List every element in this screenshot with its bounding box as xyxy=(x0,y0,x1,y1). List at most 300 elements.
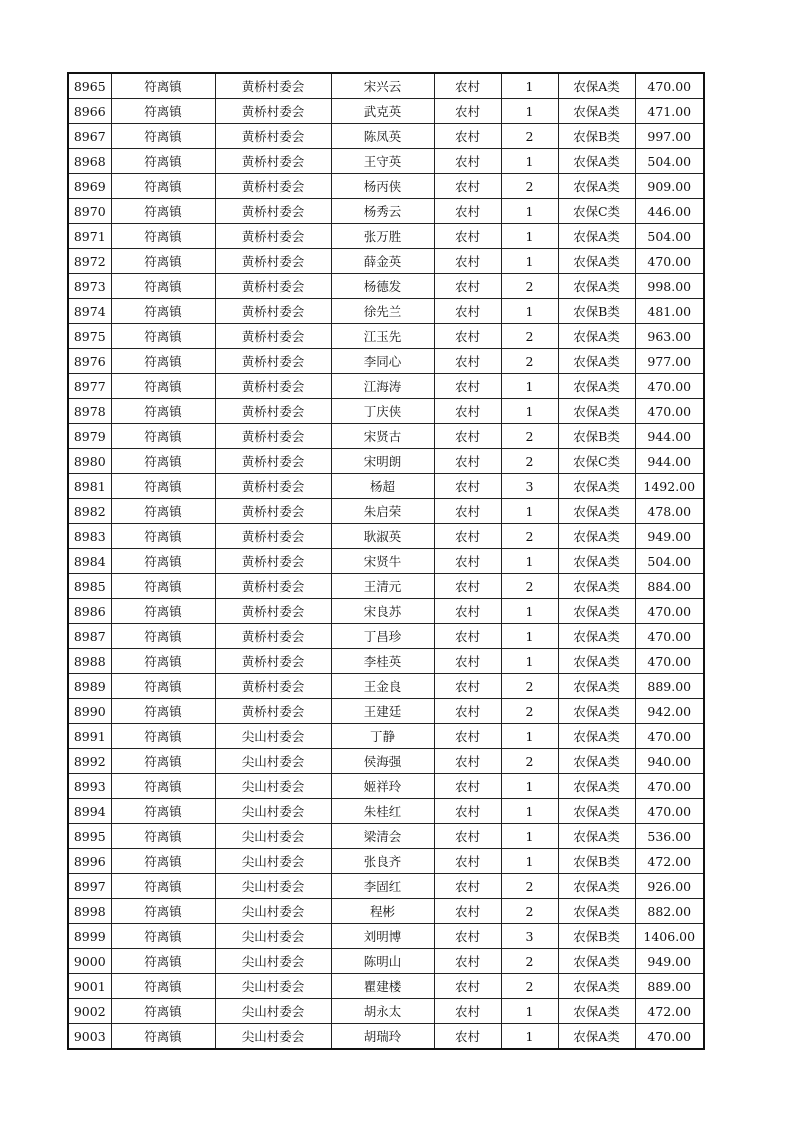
row-id-cell: 8988 xyxy=(68,649,111,674)
village-cell: 黄桥村委会 xyxy=(215,174,331,199)
person-name-cell: 李固红 xyxy=(331,874,434,899)
table-row xyxy=(68,799,704,824)
row-id-cell: 8965 xyxy=(68,73,111,99)
household-type-cell: 农村 xyxy=(434,824,501,849)
insurance-category-cell: 农保A类 xyxy=(558,73,635,99)
insurance-category-cell: 农保A类 xyxy=(558,799,635,824)
town-cell: 符离镇 xyxy=(111,499,215,524)
member-count-cell: 3 xyxy=(501,474,558,499)
village-cell: 黄桥村委会 xyxy=(215,249,331,274)
village-cell: 尖山村委会 xyxy=(215,849,331,874)
town-cell: 符离镇 xyxy=(111,449,215,474)
town-cell: 符离镇 xyxy=(111,849,215,874)
village-cell: 尖山村委会 xyxy=(215,924,331,949)
household-type-cell: 农村 xyxy=(434,999,501,1024)
row-id-cell: 8984 xyxy=(68,549,111,574)
person-name-cell: 朱桂红 xyxy=(331,799,434,824)
row-id-cell: 8986 xyxy=(68,599,111,624)
row-id-cell: 8990 xyxy=(68,699,111,724)
town-cell: 符离镇 xyxy=(111,899,215,924)
insurance-category-cell: 农保A类 xyxy=(558,624,635,649)
member-count-cell: 2 xyxy=(501,699,558,724)
row-id-cell: 8981 xyxy=(68,474,111,499)
person-name-cell: 薛金英 xyxy=(331,249,434,274)
table-row xyxy=(68,499,704,524)
insurance-category-cell: 农保A类 xyxy=(558,574,635,599)
amount-cell: 504.00 xyxy=(635,549,704,574)
insurance-category-cell: 农保C类 xyxy=(558,199,635,224)
amount-cell: 470.00 xyxy=(635,724,704,749)
town-cell: 符离镇 xyxy=(111,574,215,599)
town-cell: 符离镇 xyxy=(111,974,215,999)
amount-cell: 472.00 xyxy=(635,999,704,1024)
member-count-cell: 1 xyxy=(501,649,558,674)
row-id-cell: 8993 xyxy=(68,774,111,799)
household-type-cell: 农村 xyxy=(434,974,501,999)
town-cell: 符离镇 xyxy=(111,999,215,1024)
table-row xyxy=(68,999,704,1024)
household-type-cell: 农村 xyxy=(434,349,501,374)
person-name-cell: 宋明朗 xyxy=(331,449,434,474)
table-row xyxy=(68,274,704,299)
village-cell: 黄桥村委会 xyxy=(215,699,331,724)
table-row xyxy=(68,324,704,349)
household-type-cell: 农村 xyxy=(434,1024,501,1050)
village-cell: 黄桥村委会 xyxy=(215,324,331,349)
household-type-cell: 农村 xyxy=(434,199,501,224)
member-count-cell: 1 xyxy=(501,73,558,99)
village-cell: 黄桥村委会 xyxy=(215,124,331,149)
person-name-cell: 丁静 xyxy=(331,724,434,749)
household-type-cell: 农村 xyxy=(434,174,501,199)
household-type-cell: 农村 xyxy=(434,849,501,874)
member-count-cell: 1 xyxy=(501,499,558,524)
row-id-cell: 8979 xyxy=(68,424,111,449)
table-row xyxy=(68,149,704,174)
town-cell: 符离镇 xyxy=(111,824,215,849)
person-name-cell: 梁清会 xyxy=(331,824,434,849)
amount-cell: 926.00 xyxy=(635,874,704,899)
table-row xyxy=(68,124,704,149)
row-id-cell: 8966 xyxy=(68,99,111,124)
table-row xyxy=(68,224,704,249)
insurance-category-cell: 农保A类 xyxy=(558,549,635,574)
amount-cell: 470.00 xyxy=(635,774,704,799)
town-cell: 符离镇 xyxy=(111,624,215,649)
town-cell: 符离镇 xyxy=(111,124,215,149)
person-name-cell: 丁庆侠 xyxy=(331,399,434,424)
member-count-cell: 2 xyxy=(501,749,558,774)
person-name-cell: 武克英 xyxy=(331,99,434,124)
table-row xyxy=(68,899,704,924)
member-count-cell: 1 xyxy=(501,374,558,399)
person-name-cell: 瞿建楼 xyxy=(331,974,434,999)
village-cell: 黄桥村委会 xyxy=(215,299,331,324)
insurance-category-cell: 农保A类 xyxy=(558,824,635,849)
insurance-category-cell: 农保A类 xyxy=(558,649,635,674)
household-type-cell: 农村 xyxy=(434,124,501,149)
table-row xyxy=(68,974,704,999)
town-cell: 符离镇 xyxy=(111,73,215,99)
member-count-cell: 1 xyxy=(501,724,558,749)
household-type-cell: 农村 xyxy=(434,949,501,974)
amount-cell: 446.00 xyxy=(635,199,704,224)
person-name-cell: 张良齐 xyxy=(331,849,434,874)
row-id-cell: 8985 xyxy=(68,574,111,599)
insurance-category-cell: 农保A类 xyxy=(558,599,635,624)
town-cell: 符离镇 xyxy=(111,524,215,549)
village-cell: 黄桥村委会 xyxy=(215,149,331,174)
insurance-category-cell: 农保A类 xyxy=(558,524,635,549)
person-name-cell: 宋贤古 xyxy=(331,424,434,449)
member-count-cell: 1 xyxy=(501,549,558,574)
town-cell: 符离镇 xyxy=(111,599,215,624)
table-row xyxy=(68,599,704,624)
row-id-cell: 8992 xyxy=(68,749,111,774)
household-type-cell: 农村 xyxy=(434,599,501,624)
row-id-cell: 8994 xyxy=(68,799,111,824)
table-row xyxy=(68,824,704,849)
amount-cell: 504.00 xyxy=(635,224,704,249)
household-type-cell: 农村 xyxy=(434,499,501,524)
row-id-cell: 8996 xyxy=(68,849,111,874)
person-name-cell: 刘明博 xyxy=(331,924,434,949)
table-row xyxy=(68,424,704,449)
town-cell: 符离镇 xyxy=(111,399,215,424)
person-name-cell: 陈明山 xyxy=(331,949,434,974)
town-cell: 符离镇 xyxy=(111,649,215,674)
insurance-category-cell: 农保A类 xyxy=(558,499,635,524)
row-id-cell: 9001 xyxy=(68,974,111,999)
member-count-cell: 2 xyxy=(501,274,558,299)
person-name-cell: 王建廷 xyxy=(331,699,434,724)
village-cell: 黄桥村委会 xyxy=(215,349,331,374)
amount-cell: 470.00 xyxy=(635,249,704,274)
insurance-category-cell: 农保B类 xyxy=(558,299,635,324)
household-type-cell: 农村 xyxy=(434,449,501,474)
insurance-category-cell: 农保B类 xyxy=(558,424,635,449)
town-cell: 符离镇 xyxy=(111,774,215,799)
amount-cell: 470.00 xyxy=(635,399,704,424)
insurance-category-cell: 农保A类 xyxy=(558,974,635,999)
amount-cell: 470.00 xyxy=(635,1024,704,1050)
town-cell: 符离镇 xyxy=(111,874,215,899)
row-id-cell: 8978 xyxy=(68,399,111,424)
person-name-cell: 李同心 xyxy=(331,349,434,374)
member-count-cell: 1 xyxy=(501,774,558,799)
insurance-category-cell: 农保A类 xyxy=(558,249,635,274)
person-name-cell: 宋贤牛 xyxy=(331,549,434,574)
household-type-cell: 农村 xyxy=(434,424,501,449)
amount-cell: 472.00 xyxy=(635,849,704,874)
insurance-category-cell: 农保A类 xyxy=(558,674,635,699)
town-cell: 符离镇 xyxy=(111,799,215,824)
table-row xyxy=(68,299,704,324)
table-row xyxy=(68,849,704,874)
person-name-cell: 陈凤英 xyxy=(331,124,434,149)
member-count-cell: 1 xyxy=(501,149,558,174)
member-count-cell: 2 xyxy=(501,874,558,899)
household-type-cell: 农村 xyxy=(434,399,501,424)
table-row xyxy=(68,624,704,649)
table-row xyxy=(68,574,704,599)
town-cell: 符离镇 xyxy=(111,299,215,324)
row-id-cell: 8970 xyxy=(68,199,111,224)
town-cell: 符离镇 xyxy=(111,1024,215,1050)
person-name-cell: 江海涛 xyxy=(331,374,434,399)
person-name-cell: 姬祥玲 xyxy=(331,774,434,799)
village-cell: 黄桥村委会 xyxy=(215,73,331,99)
row-id-cell: 8995 xyxy=(68,824,111,849)
village-cell: 黄桥村委会 xyxy=(215,424,331,449)
row-id-cell: 8968 xyxy=(68,149,111,174)
table-row xyxy=(68,349,704,374)
amount-cell: 504.00 xyxy=(635,149,704,174)
table-row xyxy=(68,449,704,474)
household-type-cell: 农村 xyxy=(434,749,501,774)
insurance-category-cell: 农保A类 xyxy=(558,324,635,349)
town-cell: 符离镇 xyxy=(111,249,215,274)
member-count-cell: 1 xyxy=(501,849,558,874)
town-cell: 符离镇 xyxy=(111,924,215,949)
village-cell: 尖山村委会 xyxy=(215,774,331,799)
household-type-cell: 农村 xyxy=(434,99,501,124)
town-cell: 符离镇 xyxy=(111,324,215,349)
amount-cell: 889.00 xyxy=(635,974,704,999)
person-name-cell: 杨丙侠 xyxy=(331,174,434,199)
table-body xyxy=(68,73,704,1049)
village-cell: 黄桥村委会 xyxy=(215,274,331,299)
village-cell: 尖山村委会 xyxy=(215,999,331,1024)
village-cell: 尖山村委会 xyxy=(215,799,331,824)
insurance-category-cell: 农保A类 xyxy=(558,949,635,974)
row-id-cell: 8991 xyxy=(68,724,111,749)
amount-cell: 1492.00 xyxy=(635,474,704,499)
amount-cell: 963.00 xyxy=(635,324,704,349)
insurance-category-cell: 农保B类 xyxy=(558,849,635,874)
insurance-category-cell: 农保A类 xyxy=(558,174,635,199)
insurance-category-cell: 农保C类 xyxy=(558,449,635,474)
household-type-cell: 农村 xyxy=(434,799,501,824)
row-id-cell: 8987 xyxy=(68,624,111,649)
town-cell: 符离镇 xyxy=(111,674,215,699)
member-count-cell: 1 xyxy=(501,224,558,249)
insurance-category-cell: 农保A类 xyxy=(558,724,635,749)
amount-cell: 942.00 xyxy=(635,699,704,724)
row-id-cell: 8983 xyxy=(68,524,111,549)
amount-cell: 949.00 xyxy=(635,949,704,974)
village-cell: 黄桥村委会 xyxy=(215,524,331,549)
household-type-cell: 农村 xyxy=(434,524,501,549)
person-name-cell: 徐先兰 xyxy=(331,299,434,324)
row-id-cell: 8971 xyxy=(68,224,111,249)
insurance-category-cell: 农保A类 xyxy=(558,999,635,1024)
amount-cell: 949.00 xyxy=(635,524,704,549)
village-cell: 黄桥村委会 xyxy=(215,499,331,524)
amount-cell: 909.00 xyxy=(635,174,704,199)
person-name-cell: 侯海强 xyxy=(331,749,434,774)
person-name-cell: 胡永太 xyxy=(331,999,434,1024)
member-count-cell: 1 xyxy=(501,999,558,1024)
person-name-cell: 胡瑞玲 xyxy=(331,1024,434,1050)
row-id-cell: 9000 xyxy=(68,949,111,974)
insurance-category-cell: 农保A类 xyxy=(558,774,635,799)
member-count-cell: 2 xyxy=(501,899,558,924)
town-cell: 符离镇 xyxy=(111,374,215,399)
table-row xyxy=(68,874,704,899)
village-cell: 黄桥村委会 xyxy=(215,374,331,399)
row-id-cell: 8998 xyxy=(68,899,111,924)
table-row xyxy=(68,724,704,749)
household-type-cell: 农村 xyxy=(434,249,501,274)
amount-cell: 884.00 xyxy=(635,574,704,599)
member-count-cell: 2 xyxy=(501,524,558,549)
table-row xyxy=(68,524,704,549)
insurance-category-cell: 农保A类 xyxy=(558,1024,635,1050)
insurance-category-cell: 农保A类 xyxy=(558,99,635,124)
amount-cell: 940.00 xyxy=(635,749,704,774)
table-row xyxy=(68,249,704,274)
town-cell: 符离镇 xyxy=(111,199,215,224)
insurance-category-cell: 农保A类 xyxy=(558,374,635,399)
village-cell: 黄桥村委会 xyxy=(215,649,331,674)
allowance-table xyxy=(67,72,705,1050)
person-name-cell: 杨秀云 xyxy=(331,199,434,224)
town-cell: 符离镇 xyxy=(111,174,215,199)
amount-cell: 470.00 xyxy=(635,374,704,399)
household-type-cell: 农村 xyxy=(434,73,501,99)
member-count-cell: 2 xyxy=(501,974,558,999)
insurance-category-cell: 农保A类 xyxy=(558,149,635,174)
amount-cell: 470.00 xyxy=(635,649,704,674)
amount-cell: 997.00 xyxy=(635,124,704,149)
village-cell: 黄桥村委会 xyxy=(215,674,331,699)
member-count-cell: 1 xyxy=(501,799,558,824)
member-count-cell: 2 xyxy=(501,674,558,699)
row-id-cell: 8980 xyxy=(68,449,111,474)
household-type-cell: 农村 xyxy=(434,149,501,174)
member-count-cell: 2 xyxy=(501,449,558,474)
village-cell: 尖山村委会 xyxy=(215,824,331,849)
household-type-cell: 农村 xyxy=(434,774,501,799)
insurance-category-cell: 农保A类 xyxy=(558,474,635,499)
village-cell: 尖山村委会 xyxy=(215,874,331,899)
member-count-cell: 3 xyxy=(501,924,558,949)
insurance-category-cell: 农保A类 xyxy=(558,749,635,774)
row-id-cell: 8999 xyxy=(68,924,111,949)
member-count-cell: 1 xyxy=(501,299,558,324)
member-count-cell: 1 xyxy=(501,824,558,849)
amount-cell: 470.00 xyxy=(635,799,704,824)
insurance-category-cell: 农保A类 xyxy=(558,274,635,299)
person-name-cell: 王清元 xyxy=(331,574,434,599)
amount-cell: 889.00 xyxy=(635,674,704,699)
household-type-cell: 农村 xyxy=(434,474,501,499)
household-type-cell: 农村 xyxy=(434,899,501,924)
insurance-category-cell: 农保A类 xyxy=(558,874,635,899)
village-cell: 黄桥村委会 xyxy=(215,574,331,599)
member-count-cell: 2 xyxy=(501,424,558,449)
amount-cell: 471.00 xyxy=(635,99,704,124)
person-name-cell: 宋良苏 xyxy=(331,599,434,624)
household-type-cell: 农村 xyxy=(434,724,501,749)
village-cell: 黄桥村委会 xyxy=(215,399,331,424)
household-type-cell: 农村 xyxy=(434,324,501,349)
village-cell: 黄桥村委会 xyxy=(215,224,331,249)
member-count-cell: 2 xyxy=(501,174,558,199)
insurance-category-cell: 农保B类 xyxy=(558,924,635,949)
row-id-cell: 8972 xyxy=(68,249,111,274)
member-count-cell: 1 xyxy=(501,249,558,274)
row-id-cell: 8974 xyxy=(68,299,111,324)
amount-cell: 882.00 xyxy=(635,899,704,924)
town-cell: 符离镇 xyxy=(111,99,215,124)
village-cell: 黄桥村委会 xyxy=(215,549,331,574)
household-type-cell: 农村 xyxy=(434,924,501,949)
row-id-cell: 8989 xyxy=(68,674,111,699)
village-cell: 尖山村委会 xyxy=(215,749,331,774)
amount-cell: 998.00 xyxy=(635,274,704,299)
table-row xyxy=(68,549,704,574)
table-row xyxy=(68,674,704,699)
village-cell: 黄桥村委会 xyxy=(215,624,331,649)
table-row xyxy=(68,699,704,724)
table-row xyxy=(68,924,704,949)
household-type-cell: 农村 xyxy=(434,274,501,299)
row-id-cell: 8969 xyxy=(68,174,111,199)
table-row xyxy=(68,99,704,124)
household-type-cell: 农村 xyxy=(434,624,501,649)
table-row xyxy=(68,1024,704,1050)
village-cell: 黄桥村委会 xyxy=(215,449,331,474)
table-row xyxy=(68,774,704,799)
table-row xyxy=(68,374,704,399)
town-cell: 符离镇 xyxy=(111,699,215,724)
member-count-cell: 2 xyxy=(501,349,558,374)
table-row xyxy=(68,649,704,674)
table-row xyxy=(68,474,704,499)
household-type-cell: 农村 xyxy=(434,674,501,699)
table-row xyxy=(68,73,704,99)
person-name-cell: 朱启荣 xyxy=(331,499,434,524)
household-type-cell: 农村 xyxy=(434,549,501,574)
row-id-cell: 8977 xyxy=(68,374,111,399)
row-id-cell: 8976 xyxy=(68,349,111,374)
person-name-cell: 李桂英 xyxy=(331,649,434,674)
town-cell: 符离镇 xyxy=(111,274,215,299)
household-type-cell: 农村 xyxy=(434,574,501,599)
insurance-category-cell: 农保A类 xyxy=(558,349,635,374)
town-cell: 符离镇 xyxy=(111,749,215,774)
amount-cell: 944.00 xyxy=(635,424,704,449)
amount-cell: 977.00 xyxy=(635,349,704,374)
town-cell: 符离镇 xyxy=(111,724,215,749)
amount-cell: 470.00 xyxy=(635,599,704,624)
person-name-cell: 张万胜 xyxy=(331,224,434,249)
town-cell: 符离镇 xyxy=(111,549,215,574)
amount-cell: 470.00 xyxy=(635,73,704,99)
member-count-cell: 1 xyxy=(501,99,558,124)
household-type-cell: 农村 xyxy=(434,699,501,724)
person-name-cell: 江玉先 xyxy=(331,324,434,349)
row-id-cell: 8982 xyxy=(68,499,111,524)
village-cell: 黄桥村委会 xyxy=(215,474,331,499)
amount-cell: 478.00 xyxy=(635,499,704,524)
village-cell: 黄桥村委会 xyxy=(215,99,331,124)
insurance-category-cell: 农保A类 xyxy=(558,699,635,724)
person-name-cell: 耿淑英 xyxy=(331,524,434,549)
person-name-cell: 杨德发 xyxy=(331,274,434,299)
